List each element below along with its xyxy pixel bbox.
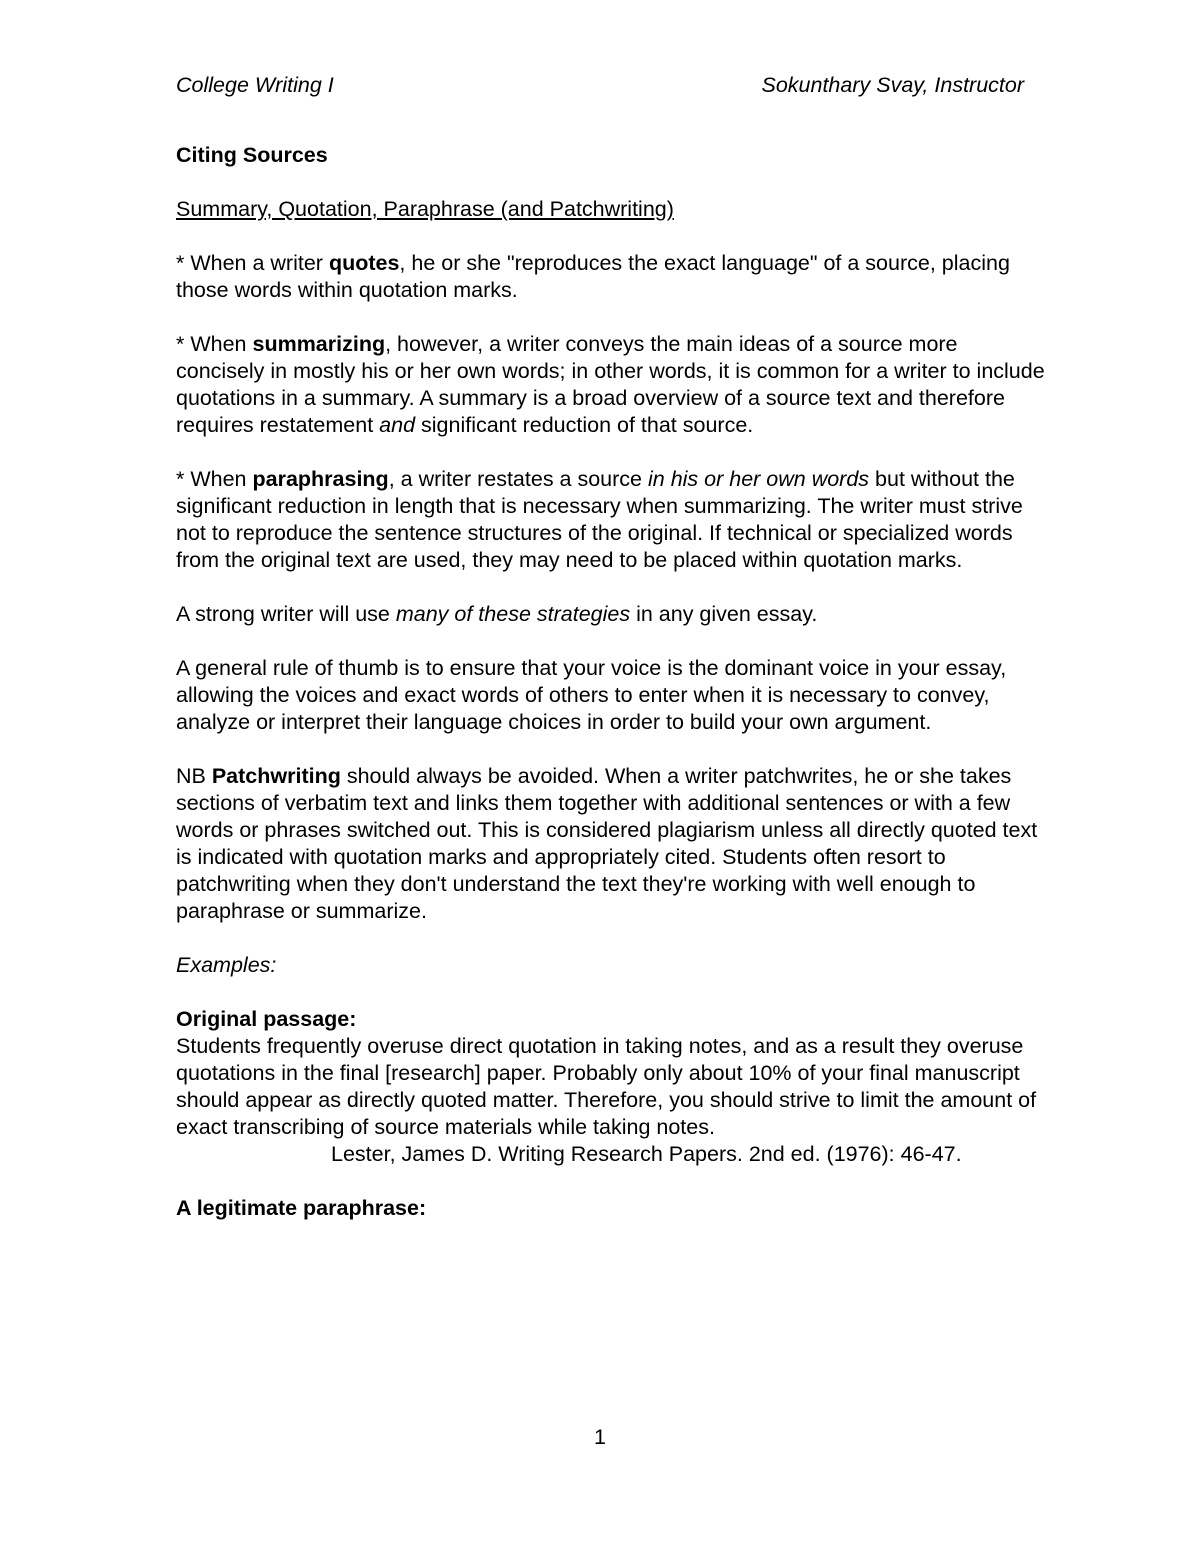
strategies-text-1: A strong writer will use bbox=[176, 602, 396, 626]
summarizing-text-3: significant reduction of that source. bbox=[415, 413, 754, 437]
patchwriting-text-1: NB bbox=[176, 764, 212, 788]
paraphrasing-term: paraphrasing bbox=[252, 467, 389, 491]
course-name: College Writing I bbox=[176, 73, 334, 97]
paraphrasing-emphasis: in his or her own words bbox=[647, 467, 870, 491]
quotes-text-1: * When a writer bbox=[176, 251, 329, 275]
instructor-name: Sokunthary Svay, Instructor bbox=[761, 73, 1024, 97]
paraphrasing-text-1: * When bbox=[176, 467, 253, 491]
document-subtitle bbox=[176, 196, 1046, 223]
summarizing-term: summarizing bbox=[252, 332, 386, 356]
paraphrasing-text-3: but without the significant reduction in length that is necessary when summarizing. The writer must strive not to reproduce the sentence structures of the original. If technical or specialized words from the original text are used, they may need to be placed within quotation marks. bbox=[176, 467, 1023, 572]
examples-label: Examples: bbox=[176, 953, 277, 977]
rule-of-thumb-paragraph: A general rule of thumb is to ensure that your voice is the dominant voice in your essay, allowing the voices and exact words of others to enter when it is necessary to convey, analyze or interpret their language choices in order to build your own argument. bbox=[176, 656, 1007, 734]
quotes-paragraph bbox=[176, 250, 1046, 304]
original-passage-text: Students frequently overuse direct quotation in taking notes, and as a result they overuse quotations in the final [research] paper. Probably only about 10% of your final manuscript should appear as directly quoted matter. Therefore, you should strive to limit the amount of exact transcribing of source materials while taking notes. bbox=[176, 1034, 1037, 1139]
patchwriting-term: Patchwriting bbox=[211, 764, 341, 788]
strategies-emphasis: many of these strategies bbox=[395, 602, 631, 626]
summarizing-paragraph bbox=[176, 331, 1046, 439]
legitimate-paraphrase-heading: A legitimate paraphrase: bbox=[176, 1196, 427, 1220]
strategies-paragraph bbox=[176, 601, 1046, 628]
patchwriting-paragraph bbox=[176, 763, 1046, 925]
strategies-text-2: in any given essay. bbox=[630, 602, 818, 626]
source-citation: Lester, James D. Writing Research Papers. 2nd ed. (1976): 46-47. bbox=[331, 1142, 962, 1166]
page-number: 1 bbox=[594, 1425, 606, 1449]
summarizing-text-1: * When bbox=[176, 332, 253, 356]
paraphrasing-text-2: , a writer restates a source bbox=[388, 467, 648, 491]
document-title: Citing Sources bbox=[176, 143, 328, 167]
subtitle-text: Summary, Quotation, Paraphrase (and Patchwriting) bbox=[176, 197, 674, 221]
document-body bbox=[176, 142, 1046, 1249]
paraphrasing-paragraph bbox=[176, 466, 1046, 574]
summarizing-text-2: , however, a writer conveys the main ideas of a source more concisely in mostly his or her own words; in other words, it is common for a writer to include quotations in a summary. A summary is a broad overview of a source text and therefore requires restatement bbox=[176, 332, 1045, 437]
original-passage-heading: Original passage: bbox=[176, 1007, 357, 1031]
quotes-term: quotes bbox=[328, 251, 400, 275]
summarizing-emphasis: and bbox=[379, 413, 416, 437]
patchwriting-text-2: should always be avoided. When a writer patchwrites, he or she takes sections of verbatim text and links them together with additional sentences or with a few words or phrases switched out. This is considered plagiarism unless all directly quoted text is indicated with quotation marks and appropriately cited. Students often resort to patchwriting when they don't understand the text they're working with well enough to paraphrase or summarize. bbox=[176, 764, 1038, 923]
quotes-text-2: , he or she "reproduces the exact language" of a source, placing those words within quotation marks. bbox=[176, 251, 1010, 302]
